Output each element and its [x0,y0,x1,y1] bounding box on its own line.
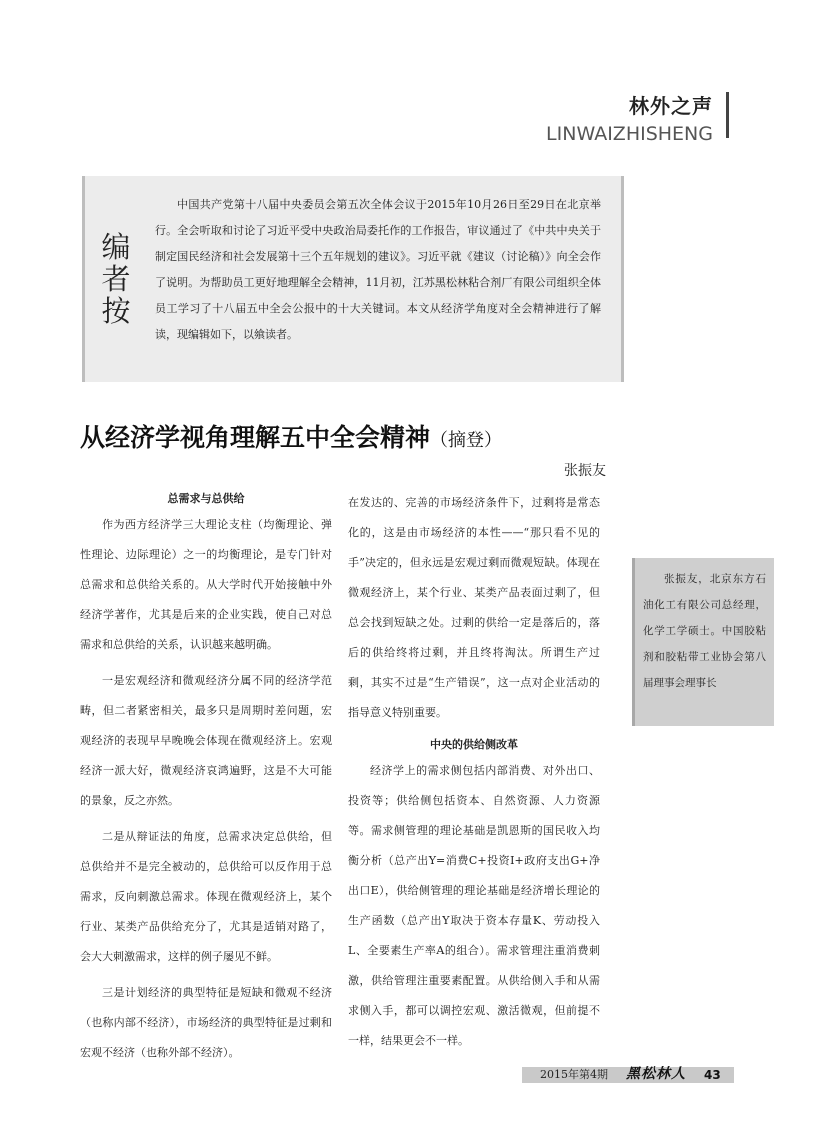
section-divider [726,92,729,138]
paragraph: 经济学上的需求侧包括内部消费、对外出口、投资等；供给侧包括资本、自然资源、人力资源等。需求侧管理的理论基础是凯恩斯的国民收入均衡分析（总产出Y=消费C+投资I+政府支出G+净出口E），供给侧管理的理论基础是经济增长理论的生产函数（总产出Y取决于资本存量K、劳动投入L、全要素生产率A的组合）。需求管理注重消费刺激，供给管理注重要素配置。从供给侧入手和从需求侧入手，都可以调控宏观、激活微观，但前提不一样，结果更会不一样。 [348,764,600,1047]
editor-note-label-char: 按 [101,294,131,328]
section-heading-supply-side-reform: 中央的供给侧改革 [430,738,518,751]
left-column [80,488,332,1074]
paragraph-continuation: 在发达的、完善的市场经济条件下，过剩将是常态化的，这是由市场经济的本性——“那只看不见的手”决定的，但永远是宏观过剩而微观短缺。体现在微观经济上，某个行业、某类产品表面过剩了，但总会找到短缺之处。过剩的供给一定是落后的，落后的供给终将过剩，并且终将淘汰。所谓生产过剩，其实不过是“生产错误”，这一点对企业活动的指导意义特别重要。 [348,496,600,719]
section-title-en: LINWAIZHISHENG [546,123,713,145]
footer-issue: 2015年第4期 [540,1068,608,1081]
editor-note-label [99,231,133,327]
paragraph: 二是从辩证法的角度，总需求决定总供给，但总供给并不是完全被动的，总供给可以反作用于总需求，反向刺激总需求。体现在微观经济上，某个行业、某类产品供给充分了，尤其是适销对路了，会大大刺激需求，这样的例子屡见不鲜。 [80,830,332,963]
section-header [546,90,713,145]
section-heading-demand-supply: 总需求与总供给 [167,492,245,505]
section-title-cn: 林外之声 [629,94,713,118]
article-title [80,418,502,454]
editor-note-label-char: 者 [101,262,131,296]
paragraph: 三是计划经济的典型特征是短缺和微观不经济（也称内部不经济），市场经济的典型特征是过剩和宏观不经济（也称外部不经济）。 [80,986,332,1059]
right-column [348,488,600,1062]
author-bio: 张振友，北京东方石油化工有限公司总经理，化学工学硕士。中国胶粘剂和胶粘带工业协会第八届理事会理事长 [632,558,774,726]
paragraph: 作为西方经济学三大理论支柱（均衡理论、弹性理论、边际理论）之一的均衡理论，是专门针对总需求和总供给关系的。从大学时代开始接触中外经济学著作，尤其是后来的企业实践，使自己对总需求和总供给的关系，认识越来越明确。 [80,518,332,651]
editor-note-text: 中国共产党第十八届中央委员会第五次全体会议于2015年10月26日至29日在北京举行。全会听取和讨论了习近平受中央政治局委托作的工作报告，审议通过了《中共中央关于制定国民经济和社会发展第十三个五年规划的建议》。习近平就《建议（讨论稿）》向全会作了说明。为帮助员工更好地理解全会精神，11月初，江苏黑松林粘合剂厂有限公司组织全体员工学习了十八届五中全会公报中的十大关键词。本文从经济学角度对全会精神进行了解读，现编辑如下，以飨读者。 [155,198,601,341]
paragraph: 一是宏观经济和微观经济分属不同的经济学范畴，但二者紧密相关，最多只是周期时差问题，宏观经济的表现早早晚晚会体现在微观经济上。宏观经济一派大好，微观经济哀鸿遍野，这是不大可能的景象，反之亦然。 [80,674,332,807]
footer-magazine-logo: 黑松林人 [626,1066,686,1082]
article-title-sub: （摘登） [430,430,503,451]
article-author: 张振友 [564,463,606,479]
editor-note-box [82,176,624,382]
editor-note-label-char: 编 [101,230,131,264]
page-number: 43 [704,1068,721,1082]
article-title-main: 从经济学视角理解五中全会精神 [80,423,431,452]
